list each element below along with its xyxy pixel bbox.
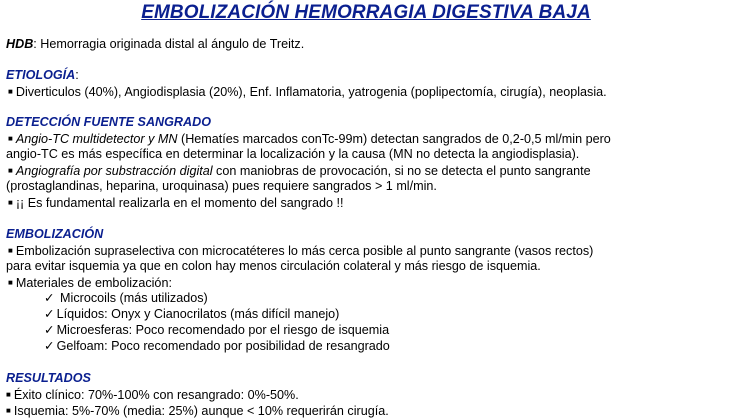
resultados-item (6, 403, 389, 419)
bullet-icon: ■ (8, 166, 13, 175)
deteccion-bullet-1 (8, 131, 611, 147)
etiologia-heading-line (6, 68, 79, 83)
check-icon: ✓ (44, 307, 55, 321)
resultados-heading-line (6, 371, 91, 386)
bullet-icon: ■ (8, 134, 13, 143)
bullet-icon: ■ (8, 246, 13, 255)
hdb-definition: : Hemorragia originada distal al ángulo de Treitz. (33, 37, 305, 51)
deteccion-b2-text: con maniobras de provocación, si no se detecta el punto sangrante (212, 164, 591, 178)
material-item (44, 307, 339, 322)
material-item (44, 323, 389, 338)
material-text: Microesferas: Poco recomendado por el riesgo de isquemia (56, 323, 390, 337)
etiologia-text: Diverticulos (40%), Angiodisplasia (20%), Enf. Inflamatoria, yatrogenia (poplipectomía, cirugía), neoplasia. (15, 85, 607, 99)
bullet-icon: ■ (8, 198, 13, 207)
deteccion-b1-text: (Hematíes marcados conTc-99m) detectan sangrados de 0,2-0,5 ml/min pero (177, 132, 611, 146)
resultados-heading: RESULTADOS (6, 371, 91, 385)
embolizacion-b1-line2: para evitar isquemia ya que en colon hay menos circulación colateral y más riesgo de isquemia. (6, 259, 541, 273)
deteccion-bullet-2 (8, 163, 591, 179)
resultados-text: Isquemia: 5%-70% (media: 25%) aunque < 10% requerirán cirugía. (13, 404, 389, 418)
resultados-text: Éxito clínico: 70%-100% con resangrado: 0%-50%. (13, 388, 299, 402)
deteccion-heading-line (6, 115, 211, 130)
deteccion-bullet-3 (8, 195, 343, 211)
deteccion-heading: DETECCIÓN FUENTE SANGRADO (6, 115, 212, 129)
hdb-term: HDB (6, 37, 34, 51)
hdb-line (6, 37, 304, 52)
embolizacion-heading: EMBOLIZACIÓN (6, 227, 104, 241)
bullet-icon: ■ (8, 278, 13, 287)
material-item (44, 291, 208, 306)
bullet-icon: ■ (8, 87, 13, 96)
bullet-icon: ■ (6, 390, 11, 399)
material-text: Gelfoam: Poco recomendado por posibilidad de resangrado (56, 339, 390, 353)
embolizacion-materials-label (8, 275, 172, 291)
deteccion-b1-em: Angio-TC multidetector y MN (15, 132, 178, 146)
etiologia-colon: : (75, 68, 79, 82)
deteccion-b2-em: Angiografía por substracción digital (15, 164, 213, 178)
page-title: EMBOLIZACIÓN HEMORRAGIA DIGESTIVA BAJA (141, 2, 591, 23)
etiologia-heading: ETIOLOGÍA (6, 68, 76, 82)
deteccion-b3-text: ¡¡ Es fundamental realizarla en el momento del sangrado !! (15, 196, 344, 210)
deteccion-b2-line2: (prostaglandinas, heparina, uroquinasa) pues requiere sangrados > 1 ml/min. (6, 179, 437, 193)
bullet-icon: ■ (6, 406, 11, 415)
material-text: Líquidos: Onyx y Cianocrilatos (más difícil manejo) (56, 307, 340, 321)
material-text: Microcoils (más utilizados) (56, 291, 208, 305)
embolizacion-b1-text: Embolización supraselectiva con microcatéteres lo más cerca posible al punto sangrante (vasos rectos) (15, 244, 594, 258)
check-icon: ✓ (44, 291, 55, 305)
check-icon: ✓ (44, 339, 55, 353)
materials-label-text: Materiales de embolización: (15, 276, 172, 290)
embolizacion-heading-line (6, 227, 103, 242)
deteccion-b1-line2: angio-TC es más específica en determinar la localización y la causa (MN no detecta la angiodisplasia). (6, 147, 580, 161)
check-icon: ✓ (44, 323, 55, 337)
embolizacion-bullet-1 (8, 243, 593, 259)
resultados-item (6, 387, 299, 403)
material-item (44, 339, 390, 354)
etiologia-item (8, 84, 607, 100)
